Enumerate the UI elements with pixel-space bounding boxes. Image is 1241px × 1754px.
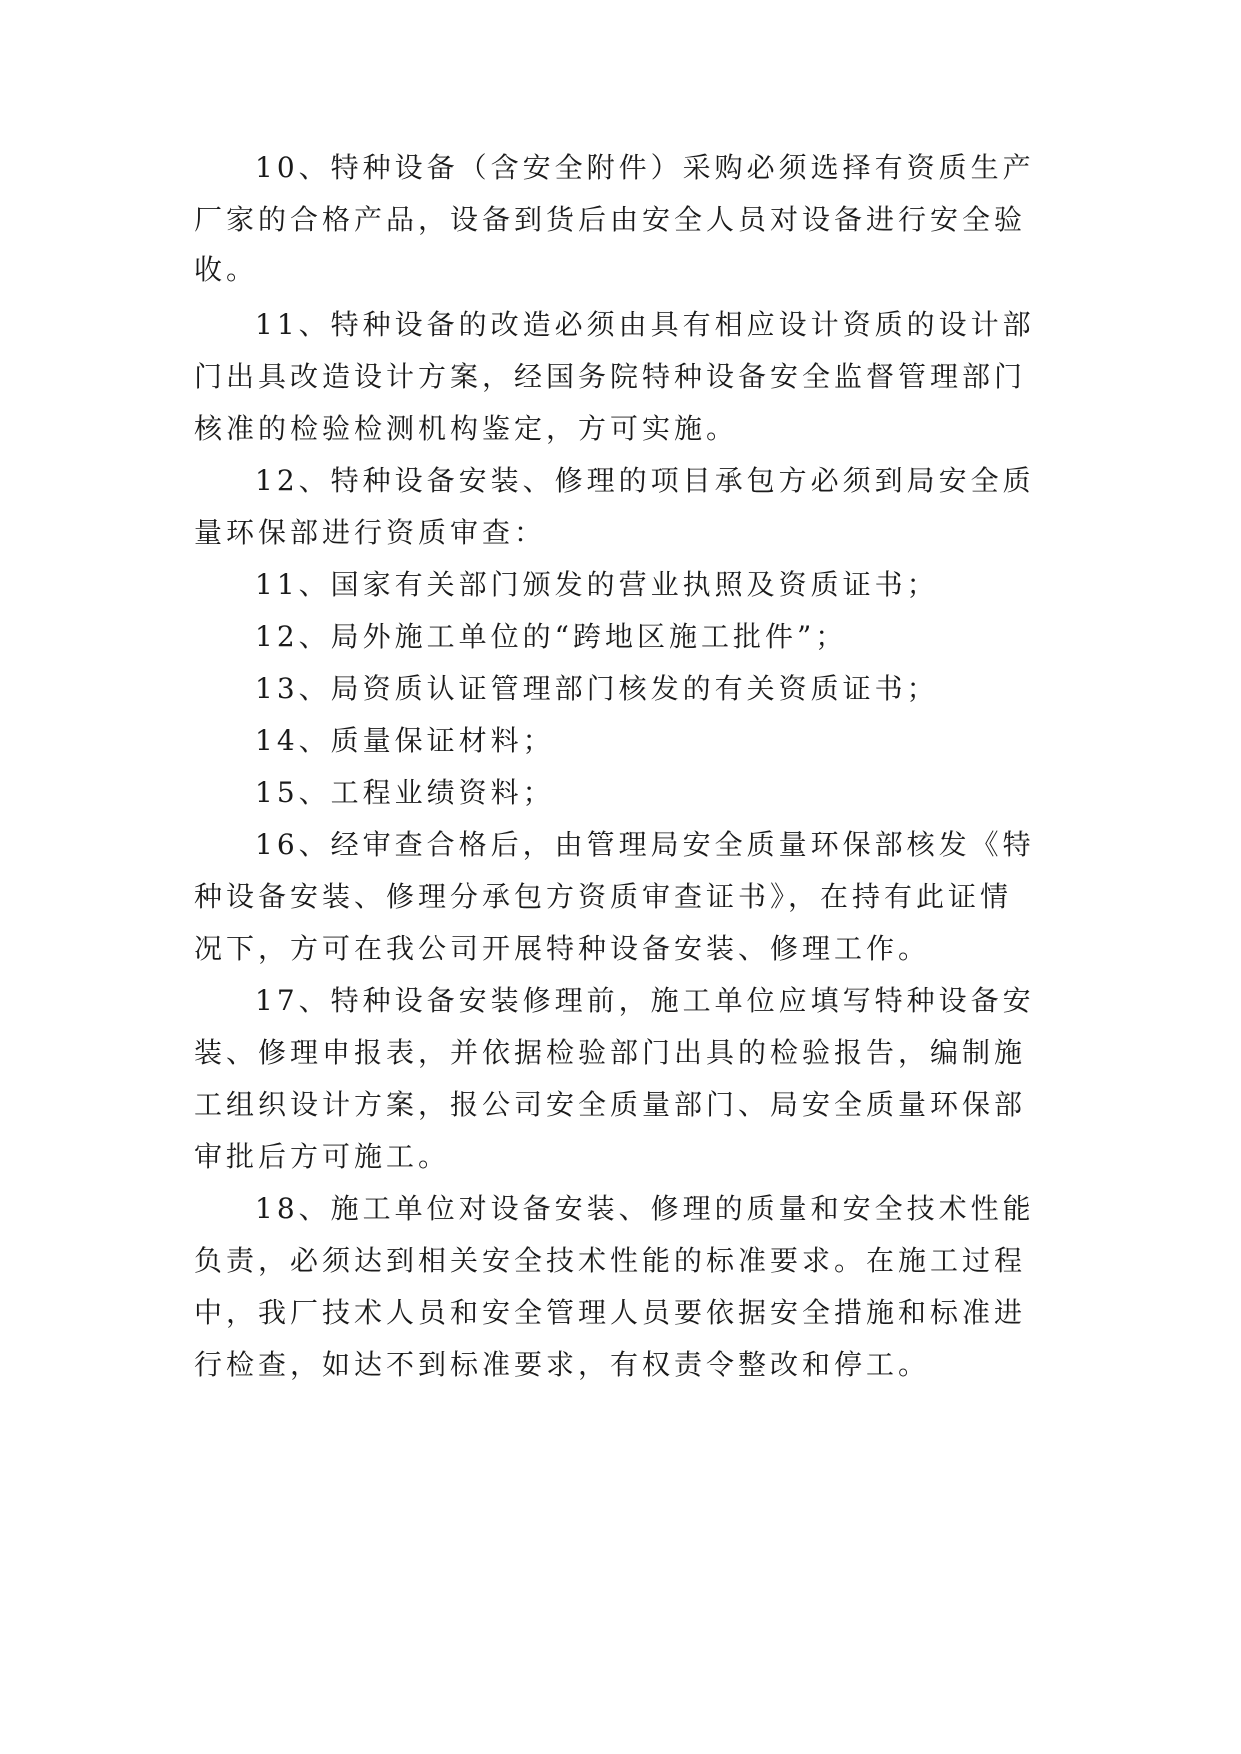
- text-line: 量环保部进行资质审查：: [194, 516, 547, 549]
- text-line: 12、特种设备安装、修理的项目承包方必须到局安全质: [255, 464, 1035, 497]
- text-line: 中，我厂技术人员和安全管理人员要依据安全措施和标准进: [194, 1296, 1027, 1329]
- text-line: 审批后方可施工。: [194, 1140, 451, 1173]
- text-line: 核准的检验检测机构鉴定，方可实施。: [194, 412, 739, 445]
- text-line: 装、修理申报表，并依据检验部门出具的检验报告，编制施: [194, 1036, 1027, 1069]
- text-line: 11、特种设备的改造必须由具有相应设计资质的设计部: [255, 308, 1035, 341]
- text-line: 12、局外施工单位的“跨地区施工批件”；: [255, 620, 848, 653]
- text-line: 11、国家有关部门颁发的营业执照及资质证书；: [255, 568, 939, 601]
- text-line: 15、工程业绩资料；: [255, 776, 555, 809]
- text-line: 种设备安装、修理分承包方资质审查证书》，在持有此证情: [194, 880, 1013, 913]
- text-line: 况下，方可在我公司开展特种设备安装、修理工作。: [194, 932, 931, 965]
- text-line: 13、局资质认证管理部门核发的有关资质证书；: [255, 672, 939, 705]
- text-line: 行检查，如达不到标准要求，有权责令整改和停工。: [194, 1348, 931, 1381]
- text-line: 工组织设计方案，报公司安全质量部门、局安全质量环保部: [194, 1088, 1027, 1121]
- text-line: 17、特种设备安装修理前，施工单位应填写特种设备安: [255, 984, 1035, 1017]
- text-line: 收。: [194, 253, 259, 286]
- text-line: 厂家的合格产品，设备到货后由安全人员对设备进行安全验: [194, 203, 1027, 236]
- text-line: 14、质量保证材料；: [255, 724, 555, 757]
- text-line: 负责，必须达到相关安全技术性能的标准要求。在施工过程: [194, 1244, 1027, 1277]
- text-line: 门出具改造设计方案，经国务院特种设备安全监督管理部门: [194, 360, 1027, 393]
- text-line: 16、经审查合格后，由管理局安全质量环保部核发《特: [255, 828, 1035, 861]
- text-line: 10、特种设备（含安全附件）采购必须选择有资质生产: [255, 151, 1035, 184]
- text-line: 18、施工单位对设备安装、修理的质量和安全技术性能: [255, 1192, 1035, 1225]
